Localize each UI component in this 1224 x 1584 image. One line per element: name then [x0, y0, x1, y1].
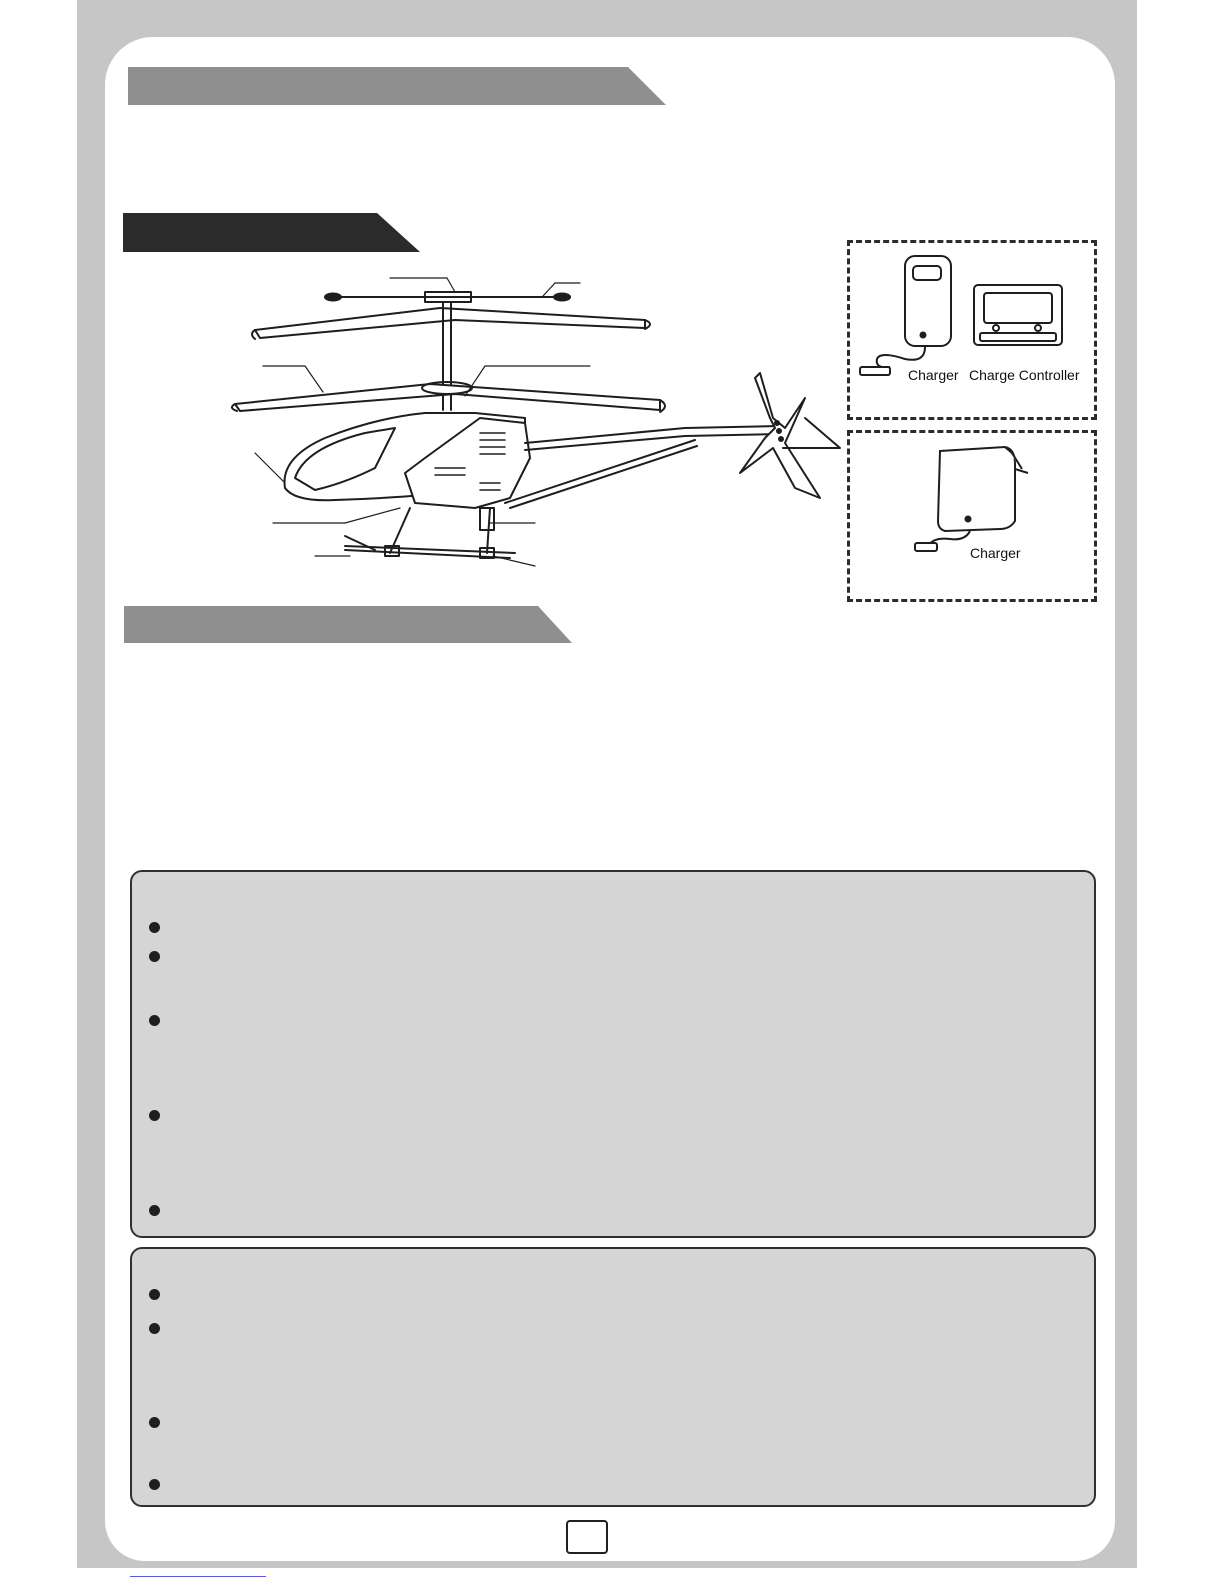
bullet-icon: [149, 1417, 160, 1428]
bullet-icon: [149, 951, 160, 962]
bullet-icon: [149, 1015, 160, 1026]
helicopter-diagram-icon: [225, 268, 845, 598]
bullet-icon: [149, 1289, 160, 1300]
footer-link-underline[interactable]: [130, 1576, 266, 1577]
wall-charger-icon: [910, 439, 1040, 559]
section-banner-middle: [124, 606, 574, 646]
bullet-icon: [149, 1205, 160, 1216]
notice-box-1: [130, 870, 1096, 1238]
charger-set-box: [847, 240, 1097, 420]
bullet-icon: [149, 1110, 160, 1121]
bullet-icon: [149, 1323, 160, 1334]
notice-box-2: [130, 1247, 1096, 1507]
wall-charger-label: Charger: [970, 545, 1021, 561]
page-number-box: [566, 1520, 608, 1554]
charge-controller-icon: [972, 283, 1064, 349]
parts-banner: [123, 213, 423, 253]
bullet-icon: [149, 1479, 160, 1490]
section-banner-top: [128, 67, 668, 107]
charger-label: Charger: [908, 367, 959, 383]
bullet-icon: [149, 922, 160, 933]
charger-icon: [855, 251, 965, 381]
wall-charger-box: [847, 430, 1097, 602]
charge-controller-label: Charge Controller: [969, 367, 1080, 383]
